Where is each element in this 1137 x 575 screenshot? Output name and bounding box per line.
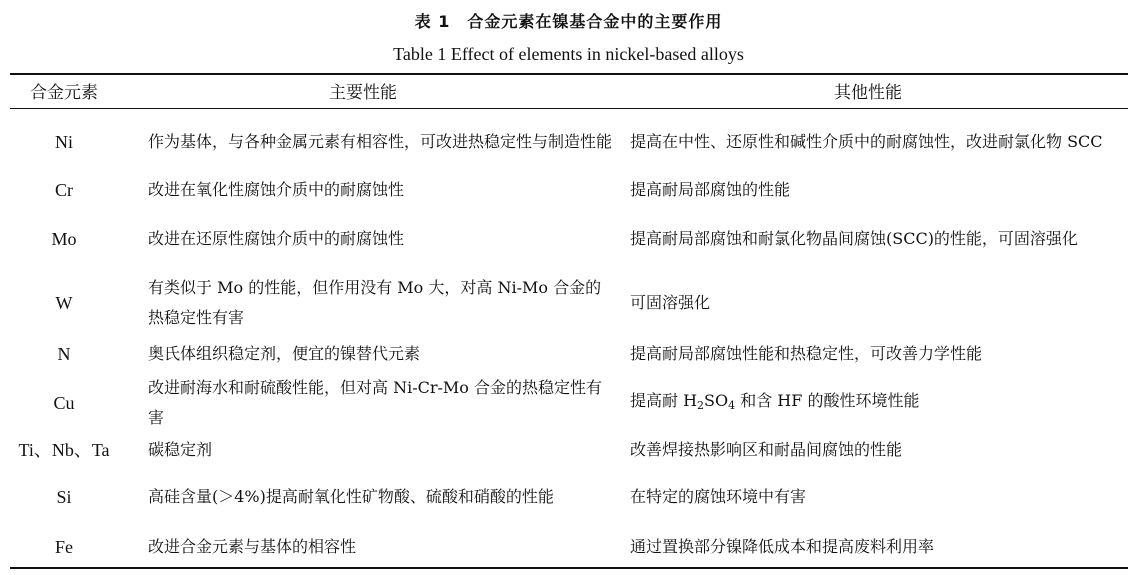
main-property-cell: 改进耐海水和耐硫酸性能，但对高 Ni-Cr-Mo 合金的热稳定性有害: [148, 378, 603, 427]
other-property-cell: 通过置换部分镍降低成本和提高废料利用率: [630, 537, 935, 556]
element-cell: Cr: [55, 180, 73, 200]
main-property-cell: 有类似于 Mo 的性能，但作用没有 Mo 大，对高 Ni-Mo 合金的热稳定性有害: [148, 278, 602, 327]
main-property-cell: 改进在氧化性腐蚀介质中的耐腐蚀性: [148, 180, 405, 199]
table-row: [10, 530, 1128, 564]
other-property-cell: 提高耐局部腐蚀性能和热稳定性，可改善力学性能: [630, 344, 983, 363]
element-cell: N: [57, 344, 71, 364]
table-title-chinese: 表 1 合金元素在镍基合金中的主要作用: [414, 12, 723, 31]
main-property-cell: 改进合金元素与基体的相容性: [148, 537, 357, 556]
other-property-cell: 提高在中性、还原性和碱性介质中的耐腐蚀性，改进耐氯化物 SCC: [630, 132, 1103, 151]
header-element: 合金元素: [30, 83, 98, 103]
other-property-cell: 可固溶强化: [630, 293, 711, 312]
element-cell: Ti、Nb、Ta: [18, 440, 110, 460]
table-title-english: Table 1 Effect of elements in nickel-based alloys: [393, 44, 744, 64]
element-cell: W: [55, 293, 73, 313]
table-row: [10, 466, 1128, 528]
other-property-cell: 提高耐局部腐蚀和耐氯化物晶间腐蚀(SCC)的性能，可固溶强化: [630, 229, 1078, 248]
other-property-cell: 提高耐局部腐蚀的性能: [630, 180, 791, 199]
other-property-cell: 提高耐 $H_2SO_4$ 和含 HF 的酸性环境性能: [630, 390, 920, 412]
main-property-cell: 高硅含量(＞4%)提高耐氧化性矿物酸、硫酸和硝酸的性能: [148, 487, 554, 506]
table-row: [10, 434, 1128, 466]
element-cell: Si: [56, 487, 72, 507]
header-other-properties: 其他性能: [834, 83, 902, 103]
table-row: [10, 272, 1128, 334]
main-property-cell: 奥氏体组织稳定剂，便宜的镍替代元素: [148, 344, 421, 363]
header-main-properties: 主要性能: [329, 83, 397, 103]
table-bottom-rule: [10, 567, 1128, 569]
element-cell: Cu: [53, 393, 75, 413]
other-property-cell: 在特定的腐蚀环境中有害: [630, 487, 807, 506]
table-top-rule: [10, 73, 1128, 75]
table-row: [10, 174, 1128, 206]
element-cell: Fe: [55, 537, 73, 557]
table-row: [10, 208, 1128, 270]
main-property-cell: 碳稳定剂: [148, 440, 213, 459]
table-header-rule: [10, 108, 1128, 109]
element-cell: Mo: [51, 229, 77, 249]
element-cell: Ni: [55, 132, 73, 152]
other-property-cell: 改善焊接热影响区和耐晶间腐蚀的性能: [630, 440, 903, 459]
table-row: [10, 338, 1128, 370]
main-property-cell: 作为基体，与各种金属元素有相容性，可改进热稳定性与制造性能: [148, 132, 613, 151]
table-row: [10, 372, 1128, 434]
main-property-cell: 改进在还原性腐蚀介质中的耐腐蚀性: [148, 229, 405, 248]
table-row: [10, 112, 1128, 172]
